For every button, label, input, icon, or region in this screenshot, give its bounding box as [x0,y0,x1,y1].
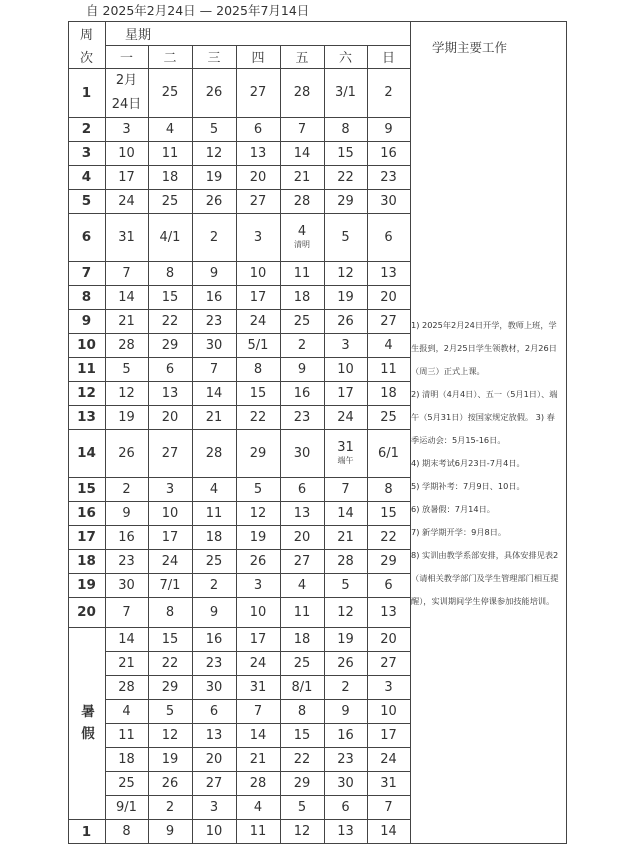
summer-day-cell: 10 [380,703,397,719]
week-number: 11 [77,361,96,377]
week-number: 2 [81,121,92,137]
day-cell: 12 [205,145,223,161]
day-cell: 18 [161,169,179,185]
day-cell: 12 [118,385,135,401]
day-cell: 5 [209,121,219,137]
day-cell: 7/1 [159,577,181,593]
day-cell: 30 [118,577,135,593]
day-cell: 5 [341,577,350,593]
week-number: 14 [77,445,96,461]
day-cell: 8 [165,265,175,281]
summer-day-cell: 27 [205,775,223,791]
note-item: 2) 清明（4月4日）、五一（5月1日）、端午（5月31日）按国家规定放假。 3) 春季运动会：5月15-16日。 [411,389,558,445]
day-cell: 6 [384,577,393,593]
day-cell: 2月24日 [111,72,142,112]
note-item: 7) 新学期开学：9月8日。 [411,527,507,537]
summer-day-cell: 9/1 [116,799,137,815]
day-cell [280,213,324,261]
day-cell: 15 [161,289,179,305]
week-number: 10 [77,337,96,353]
day-cell: 19 [118,409,135,425]
summer-day-cell: 6 [209,703,219,719]
week-number: 20 [77,604,96,620]
day-cell: 22 [337,169,354,185]
day-value: 31 [337,440,354,455]
day-cell: 19 [205,169,223,185]
day-cell: 14 [337,505,354,521]
week-number: 15 [77,481,96,497]
week-number: 18 [77,553,96,569]
day-cell: 26 [205,193,223,209]
day-cell: 30 [380,193,397,209]
day-cell: 4 [384,337,393,353]
day-cell: 19 [337,289,354,305]
day-cell: 11 [293,265,311,281]
day-cell: 6 [165,361,175,377]
header-week-top: 周 [79,27,93,43]
day-cell: 6 [253,121,263,137]
day-cell: 4/1 [159,229,181,245]
day-cell: 26 [337,313,354,329]
summer-day-cell: 15 [293,727,311,743]
holiday-mark: 端午 [337,456,354,465]
day-cell: 16 [293,385,311,401]
summer-day-cell: 17 [249,631,267,647]
day-cell: 9 [384,121,393,137]
summer-day-cell: 20 [380,631,397,647]
day-cell: 21 [293,169,311,185]
summer-day-cell: 19 [337,631,354,647]
day-cell: 17 [118,169,135,185]
day-cell: 26 [205,85,223,100]
day-cell: 6 [384,229,393,245]
summer-day-cell: 18 [293,631,311,647]
summer-day-cell: 4 [253,799,263,815]
day-cell: 9 [209,265,219,281]
weekday-header: 一 [119,51,133,66]
day-cell: 14 [205,385,223,401]
day-cell: 3 [341,337,350,353]
summer-day-cell: 21 [118,655,135,671]
day-cell: 10 [249,265,267,281]
day-cell: 8 [165,604,175,620]
day-cell: 20 [380,289,397,305]
summer-day-cell: 22 [293,751,311,767]
day-value: 4 [297,224,307,239]
day-cell: 3 [253,577,263,593]
day-cell: 13 [380,265,397,281]
holiday-mark: 清明 [294,240,310,249]
day-cell: 28 [337,553,354,569]
day-cell: 11 [249,824,267,839]
day-cell: 21 [337,529,354,545]
day-cell: 17 [249,289,267,305]
day-cell: 14 [293,145,311,161]
week-number: 9 [81,313,92,329]
day-cell: 7 [341,481,350,497]
day-cell: 10 [118,145,135,161]
day-cell: 22 [380,529,397,545]
note-item: 1) 2025年2月24日开学，教师上班，学生报到，2月25日学生领教材，2月26日（周三）正式上课。 [411,320,557,376]
day-cell: 10 [205,824,223,839]
day-cell: 3 [165,481,175,497]
summer-day-cell: 7 [384,799,393,815]
day-cell: 17 [161,529,179,545]
day-cell: 5 [253,481,263,497]
summer-day-cell: 22 [161,655,179,671]
day-cell: 25 [205,553,223,569]
day-cell: 11 [293,604,311,620]
range-dash: — [199,3,213,18]
summer-day-cell: 25 [118,775,135,791]
day-cell: 15 [337,145,354,161]
summer-day-cell: 24 [249,655,267,671]
day-cell: 17 [337,385,354,401]
day-cell: 29 [337,193,354,209]
day-cell: 29 [380,553,397,569]
day-cell: 31 [118,229,135,245]
day-cell: 3 [253,229,263,245]
day-cell: 30 [293,445,311,461]
summer-label: 暑假 [81,704,95,742]
week-number: 7 [81,265,92,281]
range-end: 2025年7月14日 [216,3,310,18]
summer-day-cell: 18 [118,751,135,767]
day-cell: 28 [205,445,223,461]
day-cell: 30 [205,337,223,353]
weekday-header: 三 [207,51,221,66]
day-cell: 10 [249,604,267,620]
day-cell: 8 [341,121,350,137]
day-cell: 8 [253,361,263,377]
day-cell: 23 [118,553,135,569]
day-cell: 25 [293,313,311,329]
day-cell: 25 [161,85,179,100]
summer-day-cell: 4 [122,703,131,719]
day-cell: 24 [161,553,179,569]
day-cell: 7 [209,361,219,377]
day-cell: 20 [161,409,179,425]
summer-day-cell: 23 [205,655,223,671]
day-cell: 25 [380,409,397,425]
day-cell: 5 [122,361,131,377]
day-cell: 22 [161,313,179,329]
day-cell: 12 [293,824,311,839]
day-cell: 15 [249,385,267,401]
day-cell: 12 [249,505,267,521]
weekday-header: 日 [381,51,395,66]
day-cell: 27 [249,85,267,100]
day-cell: 19 [249,529,267,545]
summer-day-cell: 14 [118,631,135,647]
day-cell: 18 [380,385,397,401]
note-item: 6) 放暑假：7月14日。 [411,504,495,514]
day-cell: 13 [337,824,354,839]
summer-day-cell: 21 [249,751,267,767]
summer-day-cell: 14 [249,727,267,743]
range-start: 2025年2月24日 [102,3,196,18]
day-cell: 12 [337,265,354,281]
day-cell [324,429,367,477]
day-cell: 23 [205,313,223,329]
day-cell: 2 [122,481,131,497]
summer-day-cell: 7 [253,703,263,719]
summer-day-cell: 5 [165,703,175,719]
summer-day-cell: 11 [118,727,135,743]
week-number: 8 [81,289,92,305]
day-cell: 13 [293,505,311,521]
day-cell: 3 [122,121,131,137]
day-cell: 21 [205,409,223,425]
note-item: 4) 期末考试6月23日-7月4日。 [411,458,525,468]
day-cell: 27 [293,553,311,569]
day-cell: 25 [161,193,179,209]
day-cell: 24 [337,409,354,425]
day-cell: 24 [249,313,267,329]
day-cell: 11 [205,505,223,521]
day-cell: 23 [293,409,311,425]
day-cell: 8 [122,824,131,839]
day-cell: 7 [122,265,131,281]
day-cell: 5/1 [247,337,269,353]
day-cell: 14 [118,289,135,305]
day-cell: 13 [249,145,267,161]
summer-day-cell: 16 [337,727,354,743]
summer-day-cell: 31 [249,679,267,695]
week-number: 6 [81,229,92,245]
day-cell: 4 [165,121,175,137]
notes-title: 学期主要工作 [432,40,508,55]
week-number: 19 [77,577,96,593]
week-number: 3 [81,145,92,161]
day-cell: 2 [384,85,393,100]
summer-day-cell: 12 [161,727,179,743]
note-item: 8) 实训由教学系部安排，具体安排见表2（请相关教学部门及学生管理部门相互提醒），实训期间学生停课参加技能培训。 [411,550,559,606]
summer-day-cell: 28 [249,775,267,791]
day-cell: 13 [380,604,397,620]
day-cell: 5 [341,229,350,245]
day-cell: 9 [165,824,175,839]
week-number: 12 [77,385,96,401]
day-cell: 7 [122,604,131,620]
day-cell: 3/1 [335,85,356,100]
weekday-header: 六 [338,51,352,66]
grid-line [566,21,567,844]
summer-day-cell: 5 [297,799,307,815]
day-cell: 9 [122,505,131,521]
day-cell: 15 [380,505,397,521]
summer-day-cell: 26 [161,775,179,791]
day-cell: 26 [249,553,267,569]
day-cell: 9 [297,361,307,377]
day-cell: 8 [384,481,393,497]
day-cell: 2 [209,229,219,245]
day-cell: 14 [380,824,397,839]
day-cell: 11 [380,361,397,377]
weekday-header: 五 [295,51,309,66]
day-cell: 28 [293,85,311,100]
day-cell: 18 [293,289,311,305]
day-cell: 2 [297,337,307,353]
summer-day-cell: 25 [293,655,311,671]
summer-day-cell: 26 [337,655,354,671]
week-number: 5 [81,193,92,209]
week-number: 4 [81,169,92,185]
summer-day-cell: 24 [380,751,397,767]
summer-day-cell: 6 [341,799,350,815]
day-cell: 21 [118,313,135,329]
header-weekday-group: 星期 [125,27,152,43]
day-cell: 10 [161,505,179,521]
day-cell: 10 [337,361,354,377]
summer-day-cell: 8 [297,703,307,719]
day-cell: 16 [118,529,135,545]
semester-date-range [86,1,309,19]
weekday-header: 四 [251,51,265,66]
summer-day-cell: 28 [118,679,135,695]
week-number: 13 [77,409,96,425]
summer-day-cell: 16 [205,631,223,647]
day-cell: 24 [118,193,135,209]
week-number: 17 [77,529,96,545]
day-cell: 29 [161,337,179,353]
summer-day-cell: 29 [161,679,179,695]
day-cell: 28 [118,337,135,353]
summer-day-cell: 3 [384,679,393,695]
week-number: 16 [77,505,96,521]
day-cell: 13 [161,385,179,401]
summer-day-cell: 13 [205,727,223,743]
note-item: 5) 学期补考：7月9日、10日。 [411,481,525,491]
day-cell: 2 [209,577,219,593]
day-cell: 23 [380,169,397,185]
day-cell: 16 [380,145,397,161]
week-number: 1 [81,823,92,840]
day-cell: 18 [205,529,223,545]
day-cell: 11 [161,145,179,161]
summer-day-cell: 2 [341,679,350,695]
summer-day-cell: 15 [161,631,179,647]
day-cell: 16 [205,289,223,305]
day-cell: 6 [297,481,307,497]
semester-notes [411,314,563,613]
summer-day-cell: 30 [337,775,354,791]
day-cell: 12 [337,604,354,620]
summer-day-cell: 23 [337,751,354,767]
summer-day-cell: 30 [205,679,223,695]
summer-day-cell: 27 [380,655,397,671]
day-cell: 26 [118,445,135,461]
summer-day-cell: 3 [209,799,219,815]
weekday-header: 二 [163,51,177,66]
range-prefix: 自 [86,3,99,18]
day-cell: 4 [209,481,219,497]
summer-day-cell: 2 [165,799,175,815]
summer-day-cell: 9 [341,703,350,719]
day-cell: 4 [297,577,307,593]
summer-day-cell: 8/1 [291,679,313,695]
day-cell: 9 [209,604,219,620]
day-cell: 27 [161,445,179,461]
day-cell: 20 [249,169,267,185]
week-number: 1 [81,84,92,101]
day-cell: 29 [249,445,267,461]
day-cell: 20 [293,529,311,545]
day-cell: 27 [249,193,267,209]
day-cell: 27 [380,313,397,329]
summer-day-cell: 19 [161,751,179,767]
day-cell: 7 [297,121,307,137]
day-cell: 28 [293,193,311,209]
summer-day-cell: 20 [205,751,223,767]
header-week-bottom: 次 [79,51,93,66]
day-cell: 6/1 [378,445,399,461]
summer-day-cell: 29 [293,775,311,791]
day-cell: 22 [249,409,267,425]
summer-day-cell: 31 [380,775,397,791]
summer-day-cell: 17 [380,727,397,743]
